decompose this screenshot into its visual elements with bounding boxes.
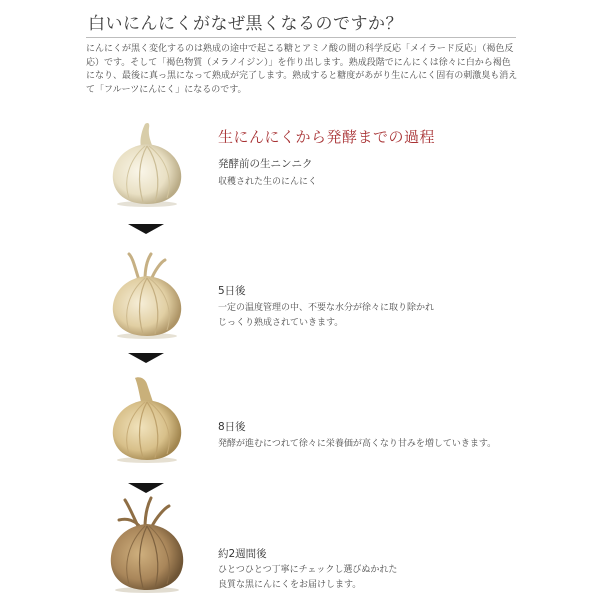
garlic-image-raw (105, 120, 189, 208)
arrow-down-icon (128, 224, 164, 234)
stage-desc-day8 (218, 437, 496, 452)
stage-desc-week2 (218, 563, 397, 593)
stage-label-week2: 約2週間後 (218, 548, 267, 560)
arrow-down-icon (128, 483, 164, 493)
garlic-image-day8 (105, 372, 189, 464)
title-divider (86, 37, 516, 38)
stage-desc-line: 一定の温度管理の中、不要な水分が徐々に取り除かれ (218, 303, 435, 313)
process-heading: 生にんにくから発酵までの過程 (218, 128, 436, 146)
stage-label-raw: 発酵前の生ニンニク (218, 158, 313, 170)
arrow-down-icon (128, 353, 164, 363)
stage-desc-line: 発酵が進むにつれて徐々に栄養価が高くなり甘みを増していきます。 (218, 439, 497, 449)
intro-line: になり、最後に真っ黒になって熟成が完了します。熟成すると糖度があがり生にんにく固有の刺激臭も消え (86, 71, 518, 82)
intro-line: て「フルーツにんにく」になるのです。 (86, 84, 247, 95)
stage-desc-line: じっくり熟成されていきます。 (218, 318, 344, 328)
stage-desc-line: 収穫された生のにんにく (218, 177, 318, 187)
intro-paragraph (86, 43, 524, 97)
garlic-image-week2 (103, 494, 191, 594)
stage-desc-line: ひとつひとつ丁寧にチェックし選びぬかれた (218, 565, 398, 575)
intro-line: にんにくが黒く変化するのは熟成の途中で起こる糖とアミノ酸の間の科学反応「メイラード反応」（褐色反 (86, 44, 514, 54)
intro-line: 応）です。そして「褐色物質（メラノイジン）」を作り出します。熟成段階でにんにくは徐々に白から褐色 (86, 57, 511, 68)
stage-desc-line: 良質な黒にんにくをお届けします。 (218, 580, 362, 590)
page-title: 白いにんにくがなぜ黒くなるのですか？ (88, 14, 403, 34)
stage-desc-day5 (218, 301, 434, 331)
stage-desc-raw (218, 175, 317, 190)
stage-label-day8: 8日後 (218, 421, 246, 433)
garlic-image-day5 (105, 250, 189, 340)
stage-label-day5: 5日後 (218, 285, 246, 297)
